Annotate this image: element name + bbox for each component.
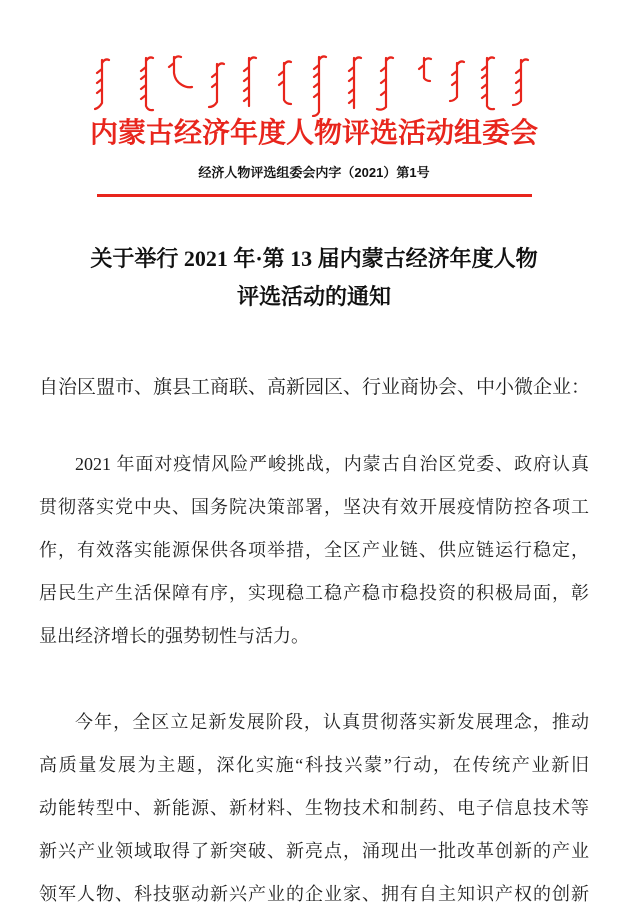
body-text-line: 作，有效落实能源保供各项举措，全区产业链、供应链运行稳定， <box>39 540 589 560</box>
document-title-line1: 关于举行 2021 年·第 13 届内蒙古经济年度人物 <box>90 246 538 271</box>
body-text-line: 今年，全区立足新发展阶段，认真贯彻落实新发展理念，推动 <box>75 712 589 732</box>
mongolian-script-decoration <box>94 55 534 117</box>
salutation: 自治区盟市、旗县工商联、高新园区、行业商协会、中小微企业： <box>39 377 591 398</box>
mongolian-word <box>244 57 256 106</box>
paragraph <box>39 701 589 916</box>
body-text-line: 2021 年面对疫情风险严峻挑战，内蒙古自治区党委、政府认真 <box>75 454 589 474</box>
document-number: 经济人物评选组委会内字（2021）第1号 <box>198 165 430 180</box>
mongolian-word <box>313 56 326 116</box>
body-text-line: 动能转型中、新能源、新材料、生物技术和制药、电子信息技术等 <box>39 798 589 818</box>
mongolian-word <box>169 56 192 87</box>
mongolian-word <box>377 57 393 109</box>
masthead <box>0 55 628 197</box>
mongolian-word <box>513 59 528 105</box>
body-text-line: 贯彻落实党中央、国务院决策部署，坚决有效开展疫情防控各项工 <box>39 497 589 517</box>
mongolian-word <box>450 61 464 101</box>
body-text-line: 居民生产生活保障有序，实现稳工稳产稳市稳投资的积极局面，彰 <box>39 583 589 603</box>
mongolian-word <box>209 63 224 107</box>
mongolian-word <box>141 57 153 110</box>
mongolian-word <box>419 58 431 81</box>
document-title-line2: 评选活动的通知 <box>236 284 391 309</box>
body-text-line: 显出经济增长的强势韧性与活力。 <box>39 626 309 646</box>
document-body <box>39 376 589 916</box>
mongolian-word <box>482 57 494 109</box>
mongolian-word <box>349 57 361 108</box>
mongolian-word <box>95 59 109 109</box>
organization-name: 内蒙古经济年度人物评选活动组委会 <box>89 118 538 149</box>
mongolian-word <box>279 61 291 104</box>
body-text-line: 新兴产业领域取得了新突破、新亮点，涌现出一批改革创新的产业 <box>39 841 589 861</box>
body-text-line: 领军人物、科技驱动新兴产业的企业家、拥有自主知识产权的创新 <box>39 884 589 904</box>
red-divider-line <box>97 194 532 197</box>
document-title <box>0 240 628 316</box>
body-text-line: 高质量发展为主题，深化实施“科技兴蒙”行动，在传统产业新旧 <box>39 755 589 775</box>
paragraph <box>39 443 589 658</box>
